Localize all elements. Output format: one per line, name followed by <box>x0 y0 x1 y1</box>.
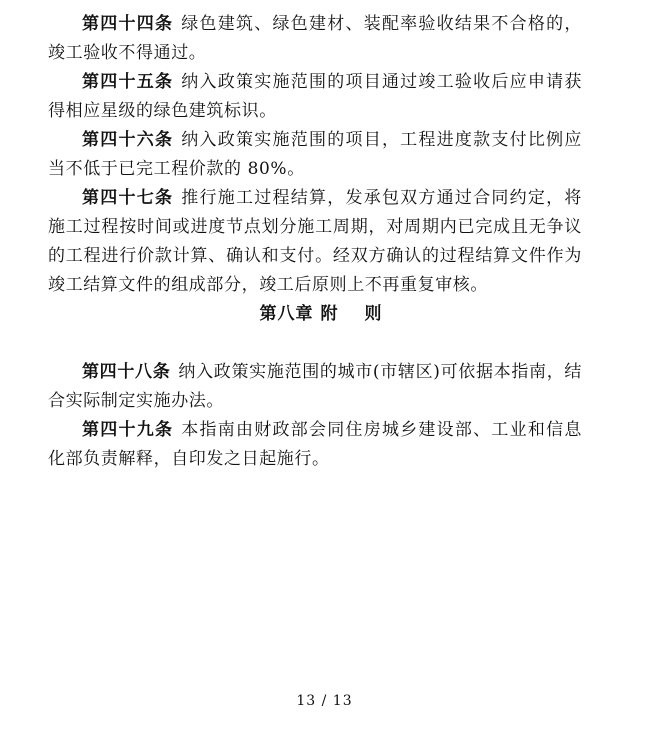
article-49-text: 本指南由财政部会同住房城乡建设部、工业和信息化部负责解释，自印发之日起施行。 <box>48 420 582 469</box>
page-number: 13 / 13 <box>296 693 353 709</box>
article-46-label: 第四十六条 <box>82 130 174 150</box>
article-47 <box>48 184 582 300</box>
document-body <box>48 10 582 474</box>
article-44-text: 绿色建筑、绿色建材、装配率验收结果不合格的，竣工验收不得通过。 <box>48 14 582 63</box>
article-45-text: 纳入政策实施范围的项目通过竣工验收后应申请获得相应星级的绿色建筑标识。 <box>48 72 582 121</box>
article-44-label: 第四十四条 <box>82 14 174 34</box>
article-49-label: 第四十九条 <box>82 420 174 440</box>
article-44 <box>48 10 582 68</box>
article-46 <box>48 126 582 184</box>
chapter-title <box>48 300 582 329</box>
article-46-text: 纳入政策实施范围的项目，工程进度款支付比例应当不低于已完工程价款的 80%。 <box>48 130 582 179</box>
article-47-text: 推行施工过程结算，发承包双方通过合同约定，将施工过程按时间或进度节点划分施工周期，对周期内已完成且无争议的工程进行价款计算、确认和支付。经双方确认的过程结算文件作为竣工结算文件的组成部分，竣工后原则上不再重复审核。 <box>48 188 582 295</box>
article-45 <box>48 68 582 126</box>
article-45-label: 第四十五条 <box>82 72 174 92</box>
article-47-label: 第四十七条 <box>82 188 174 208</box>
article-48-text: 纳入政策实施范围的城市(市辖区)可依据本指南，结合实际制定实施办法。 <box>48 362 582 411</box>
article-48 <box>48 358 582 416</box>
chapter-title-part2: 则 <box>364 304 383 324</box>
article-49 <box>48 416 582 474</box>
chapter-title-part1: 第八章 附 <box>259 304 339 324</box>
chapter-spacer <box>48 329 582 358</box>
article-48-label: 第四十八条 <box>82 362 171 382</box>
